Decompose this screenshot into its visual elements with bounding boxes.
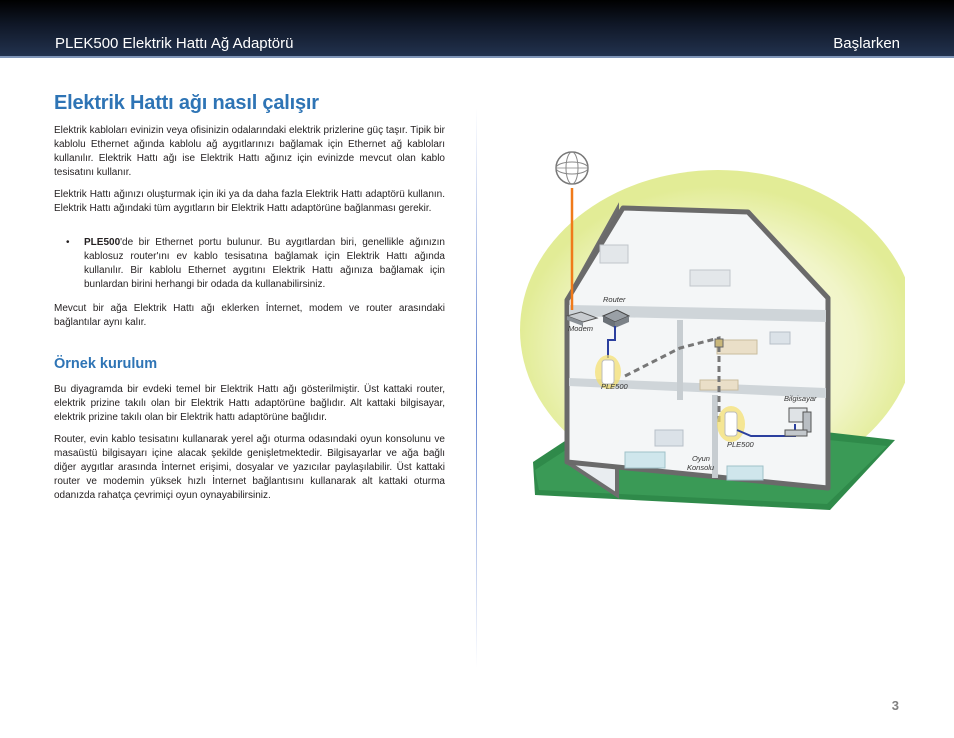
example-subtitle: Örnek kurulum (54, 356, 158, 372)
computer-icon (785, 408, 811, 436)
bullet-body: 'de bir Ethernet portu bulunur. Bu aygıtlardan biri, genellikle ağınızın kablosuz router'ını ev kablo tesisatına bağlamak için Elektrik Hattı ağında kullanılır. Bir kablolu Ethernet aygıtını Elektrik Hattı ağınıza bağlamak için bunlardan birini herhangi bir odada da kullanabilirsiniz. (84, 237, 445, 290)
globe-icon (556, 152, 588, 184)
console-label-line1: Oyun (692, 454, 710, 463)
sofa-lower (625, 452, 665, 468)
bullet-dot: • (66, 237, 70, 248)
bullet-bold: PLE500 (84, 237, 121, 248)
tv-lower (655, 430, 683, 446)
page-title: Elektrik Hattı ağı nasıl çalışır (54, 92, 319, 114)
product-title: PLEK500 Elektrik Hattı Ağ Adaptörü (55, 35, 294, 52)
house-network-diagram (505, 140, 905, 510)
bullet-text (84, 236, 445, 292)
ple500-lower-label: PLE500 (727, 440, 754, 449)
example-paragraph-2: Router, evin kablo tesisatını kullanarak yerel ağı oturma odasındaki oyun konsolunu ve masaüstü bilgisayarı içine alacak şekilde genişletmektedir. Bilgisayarlar ve ağa bağlı diğer aygıtlar arasında İnternet erişimi, dosyalar ve yazıcılar paylaşılabilir. Üst kattaki router ve modemin yüksek hızlı İnternet bağlantısını kullanarak alt kattaki oturma odanızda rahatça çevrimiçi oyun oynayabilirsiniz. (54, 434, 445, 501)
example-paragraph-1: Bu diyagramda bir evdeki temel bir Elektrik Hattı ağı gösterilmiştir. Üst kattaki router, elektrik prizine takılı olan bir Elektrik Hattı adaptörüne bağlıdır. Alt kattaki bilgisayar, elektrik prizine takılı olan bir Elektrik hattı adaptörüne bağlıdır. (54, 384, 445, 423)
computer-label: Bilgisayar (784, 394, 817, 403)
console-label-line2: Konsolu (687, 463, 715, 472)
existing-network-paragraph: Mevcut bir ağa Elektrik Hattı ağı eklerken İnternet, modem ve router arasındaki bağlantılar aynı kalır. (54, 303, 445, 328)
modem-label: Modem (568, 324, 594, 333)
ple500-upper-label: PLE500 (601, 382, 628, 391)
section-title: Başlarken (833, 35, 900, 52)
page-number: 3 (891, 698, 899, 713)
column-divider (476, 108, 477, 668)
attic-bed (690, 270, 730, 286)
intro-paragraph: Elektrik kabloları evinizin veya ofisinizin odalarındaki elektrik prizlerine güç taşır. Tipik bir kablolu Ethernet ağında kablolu ağ aygıtlarınızı bağlamak için Ethernet ağ kabloları kullanılır. Elektrik Hattı ağı ise Elektrik Hattı ağınız için evinizde mevcut olan kablo tesisatını kullanır. (54, 125, 445, 178)
header-bar (0, 0, 954, 58)
wall-outlet (715, 339, 723, 347)
router-label: Router (603, 295, 626, 304)
armchair-lower (727, 466, 763, 480)
ple500-lower-icon (717, 406, 745, 442)
adapter-paragraph: Elektrik Hattı ağınızı oluşturmak için iki ya da daha fazla Elektrik Hattı adaptörü kullanın. Elektrik Hattı ağındaki tüm aygıtların bir Elektrik Hattı adaptörüne bağlanması gerekir. (54, 189, 445, 214)
attic-furniture (600, 245, 628, 263)
desk-upper (770, 332, 790, 344)
